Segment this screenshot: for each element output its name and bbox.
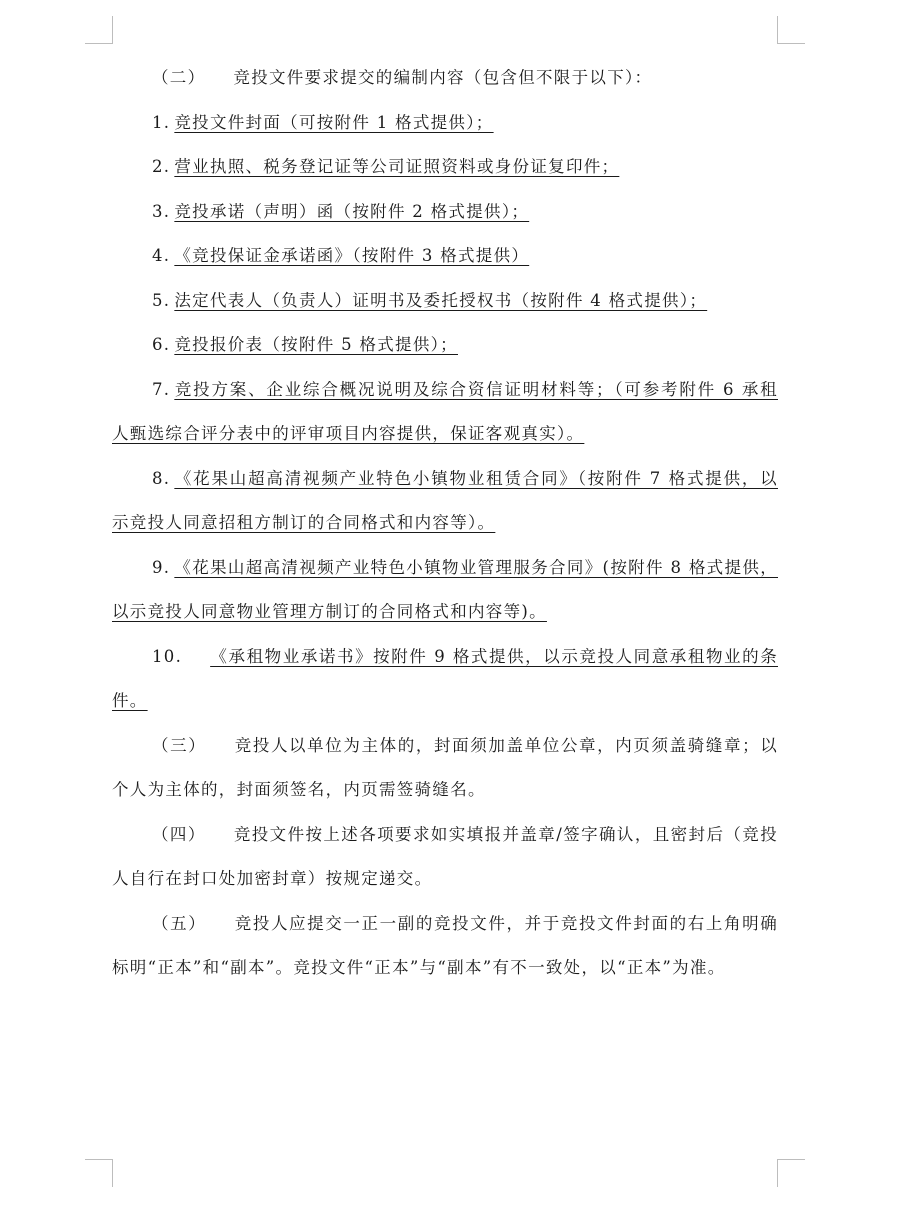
document-body — [112, 56, 778, 991]
crop-mark-bottom-right — [777, 1159, 805, 1187]
section-4-text: 竞投文件按上述各项要求如实填报并盖章/签字确认，且密封后（竞投人自行在封口处加密封章）按规定递交。 — [112, 824, 778, 888]
list-item-text: 营业执照、税务登记证等公司证照资料或身份证复印件； — [174, 157, 620, 176]
list-item-number: 3. — [152, 201, 171, 221]
crop-mark-top-right — [777, 16, 805, 44]
list-item-number: 5. — [152, 290, 171, 310]
section-3 — [112, 724, 778, 813]
list-item-text: 竞投文件封面（可按附件 1 格式提供）； — [174, 112, 494, 132]
crop-mark-top-left — [85, 16, 113, 44]
list-item-2 — [112, 145, 778, 190]
list-item-3 — [112, 190, 778, 235]
list-item-number: 7. — [152, 379, 171, 399]
section-3-text: 竞投人以单位为主体的，封面须加盖单位公章，内页须盖骑缝章；以个人为主体的，封面须签名，内页需签骑缝名。 — [112, 735, 779, 799]
crop-mark-bottom-left — [85, 1159, 113, 1187]
list-item-text: 《花果山超高清视频产业特色小镇物业租赁合同》（按附件 7 格式提供，以示竞投人同意招租方制订的合同格式和内容等）。 — [112, 468, 778, 532]
section-5-label: （五） — [152, 913, 207, 933]
list-item-number: 10. — [152, 646, 183, 666]
list-item-text: 《承租物业承诺书》按附件 9 格式提供，以示竞投人同意承租物业的条件。 — [112, 646, 778, 710]
list-item-text: 《竞投保证金承诺函》（按附件 3 格式提供） — [174, 246, 530, 265]
list-item-text: 法定代表人（负责人）证明书及委托授权书（按附件 4 格式提供）； — [174, 290, 708, 310]
list-item-number: 8. — [152, 468, 171, 488]
list-item-text: 竞投承诺（声明）函（按附件 2 格式提供）； — [174, 201, 530, 221]
list-item-text: 《花果山超高清视频产业特色小镇物业管理服务合同》(按附件 8 格式提供，以示竞投人同意物业管理方制订的合同格式和内容等)。 — [112, 557, 778, 621]
list-item-9 — [112, 546, 778, 635]
section-2-heading — [112, 56, 778, 101]
list-item-6 — [112, 323, 778, 368]
list-item-8 — [112, 457, 778, 546]
list-item-7 — [112, 368, 778, 457]
list-item-number: 6. — [152, 335, 171, 354]
list-item-10 — [112, 635, 778, 724]
section-2-label: （二） — [152, 68, 206, 87]
section-4 — [112, 813, 778, 902]
section-3-label: （三） — [152, 735, 207, 755]
list-item-number: 2. — [152, 157, 171, 176]
section-2-text: 竞投文件要求提交的编制内容（包含但不限于以下）： — [233, 68, 653, 87]
list-item-1 — [112, 101, 778, 146]
list-item-text: 竞投方案、企业综合概况说明及综合资信证明材料等；（可参考附件 6 承租人甄选综合评分表中的评审项目内容提供，保证客观真实）。 — [112, 379, 778, 443]
section-4-label: （四） — [152, 824, 206, 844]
list-item-5 — [112, 279, 778, 324]
section-5 — [112, 902, 778, 991]
list-item-number: 9. — [152, 557, 171, 577]
section-5-text: 竞投人应提交一正一副的竞投文件，并于竞投文件封面的右上角明确标明“正本”和“副本”。竞投文件“正本”与“副本”有不一致处，以“正本”为准。 — [112, 913, 779, 977]
list-item-4 — [112, 234, 778, 279]
list-item-text: 竞投报价表（按附件 5 格式提供）； — [174, 335, 458, 354]
list-item-number: 4. — [152, 246, 171, 265]
list-item-number: 1. — [152, 112, 171, 132]
